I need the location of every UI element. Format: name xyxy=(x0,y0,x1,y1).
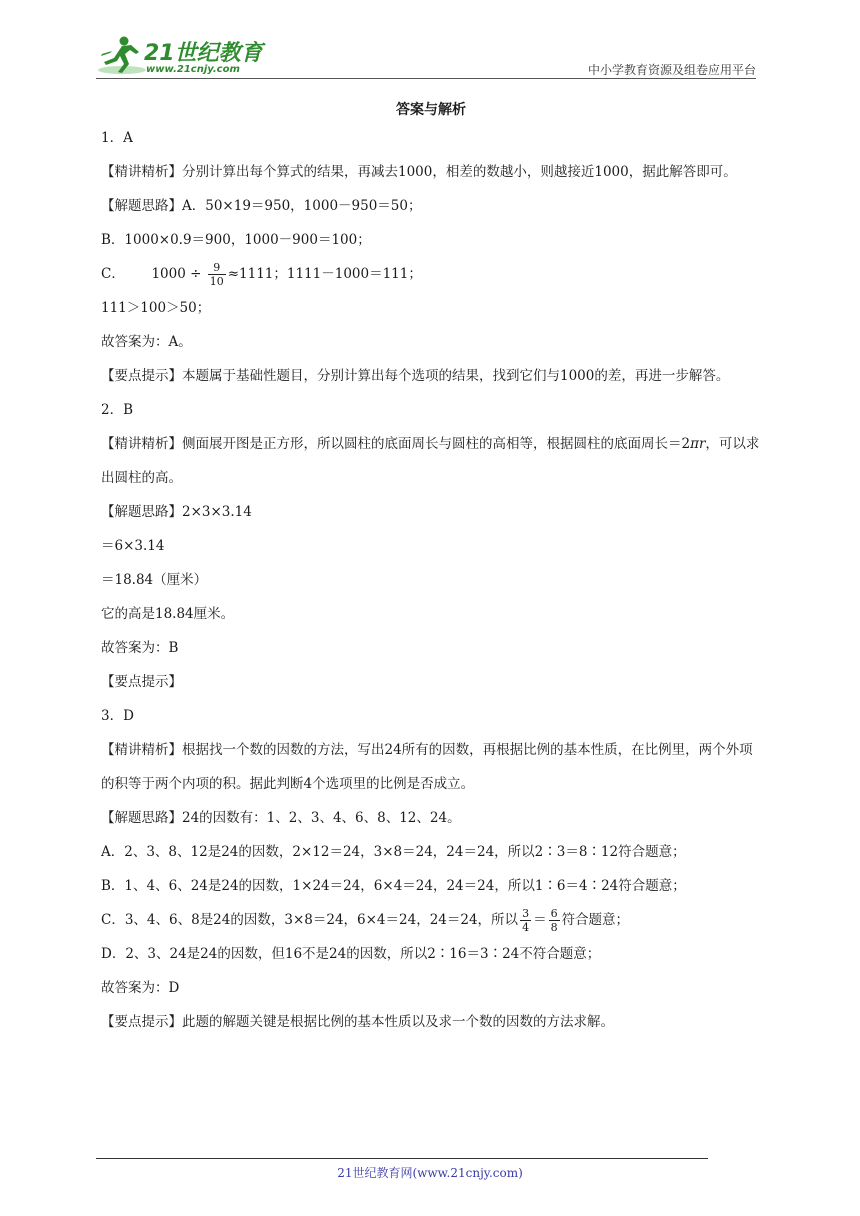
q3-option-b: B．1、4、6、24是24的因数，1×24＝24，6×4＝24，24＝24，所以1∶6＝4∶24符合题意； xyxy=(101,878,686,894)
q3-option-c xyxy=(101,903,761,937)
fraction-numerator: 6 xyxy=(550,907,558,920)
q1-conclusion: 故答案为：A。 xyxy=(101,334,192,350)
q2-step1: 【解题思路】2×3×3.14 xyxy=(101,504,252,520)
fraction-3-4 xyxy=(520,907,531,934)
q2-step2: ＝6×3.14 xyxy=(101,538,165,554)
logo-text: 21世纪教育 xyxy=(144,41,263,66)
q3-option-c-prefix: C．3、4、6、8是24的因数，3×8＝24，6×4＝24，24＝24，所以 xyxy=(101,912,519,928)
q2-statement: 它的高是18.84厘米。 xyxy=(101,606,235,622)
runner-logo-icon xyxy=(96,34,148,76)
header-platform-text: 中小学教育资源及组卷应用平台 xyxy=(587,63,756,77)
fraction-numerator: 9 xyxy=(208,261,226,275)
q3-option-c-suffix: 符合题意； xyxy=(561,912,630,928)
q2-conclusion: 故答案为：B xyxy=(101,640,179,656)
logo xyxy=(96,34,266,78)
q3-tips: 【要点提示】此题的解题关键是根据比例的基本性质以及求一个数的因数的方法求解。 xyxy=(101,1014,614,1030)
footer-text: 21世纪教育网(www.21cnjy.com) xyxy=(337,1166,523,1180)
q2-tips: 【要点提示】 xyxy=(101,674,182,690)
logo-url: www.21cnjy.com xyxy=(146,64,240,75)
q1-compare: 111＞100＞50； xyxy=(101,300,211,316)
q1-tips: 【要点提示】本题属于基础性题目，分别计算出每个选项的结果，找到它们与1000的差，再进一步解答。 xyxy=(101,368,730,384)
q2-analysis xyxy=(101,427,761,495)
answer-content xyxy=(101,95,761,1039)
q3-answer: 3．D xyxy=(101,708,134,724)
header-divider xyxy=(96,78,756,79)
fraction-denominator: 8 xyxy=(550,921,558,934)
q2-analysis-pi: πr xyxy=(690,436,706,452)
q3-factors: 【解题思路】24的因数有：1、2、3、4、6、8、12、24。 xyxy=(101,810,461,826)
q3-option-d: D．2、3、24是24的因数，但16不是24的因数，所以2∶16＝3∶24不符合题意； xyxy=(101,946,601,962)
fraction-numerator: 3 xyxy=(522,907,530,920)
q3-option-a: A．2、3、8、12是24的因数，2×12＝24，3×8＝24，24＝24，所以2∶3＝8∶12符合题意； xyxy=(101,844,686,860)
q3-conclusion: 故答案为：D xyxy=(101,980,180,996)
page-title: 答案与解析 xyxy=(396,102,466,118)
q1-solution-a: 【解题思路】A．50×19＝950，1000－950＝50； xyxy=(101,198,422,214)
q3-option-c-eq: ＝ xyxy=(533,912,547,928)
page-header xyxy=(96,30,756,80)
q1-solution-c-lead: 1000 ÷ xyxy=(151,266,202,282)
fraction-6-8 xyxy=(549,907,560,934)
footer-divider xyxy=(96,1158,708,1159)
fraction-9-10 xyxy=(208,261,226,288)
q2-analysis-end: ，可以求出圆柱的高。 xyxy=(101,436,760,486)
q1-solution-b: B．1000×0.9＝900，1000－900＝100； xyxy=(101,232,371,248)
q2-analysis-main: 【精讲精析】侧面展开图是正方形，所以圆柱的底面周长与圆柱的高相等，根据圆柱的底面周长＝2 xyxy=(101,436,691,452)
q1-analysis: 【精讲精析】分别计算出每个算式的结果，再减去1000，相差的数越小，则越接近1000，据此解答即可。 xyxy=(101,164,737,180)
q1-solution-c-prefix: C． xyxy=(101,266,125,282)
q3-analysis: 【精讲精析】根据找一个数的因数的方法，写出24所有的因数，再根据比例的基本性质，在比例里，两个外项的积等于两个内项的积。据此判断4个选项里的比例是否成立。 xyxy=(101,742,753,792)
q1-solution-c-rest: ≈1111；1111－1000＝111； xyxy=(227,266,422,282)
q1-answer: 1．A xyxy=(101,130,133,146)
fraction-denominator: 4 xyxy=(522,921,530,934)
q2-step3: ＝18.84（厘米） xyxy=(101,572,208,588)
fraction-denominator: 10 xyxy=(209,275,224,288)
q2-answer: 2．B xyxy=(101,402,134,418)
q1-solution-c xyxy=(101,257,761,291)
